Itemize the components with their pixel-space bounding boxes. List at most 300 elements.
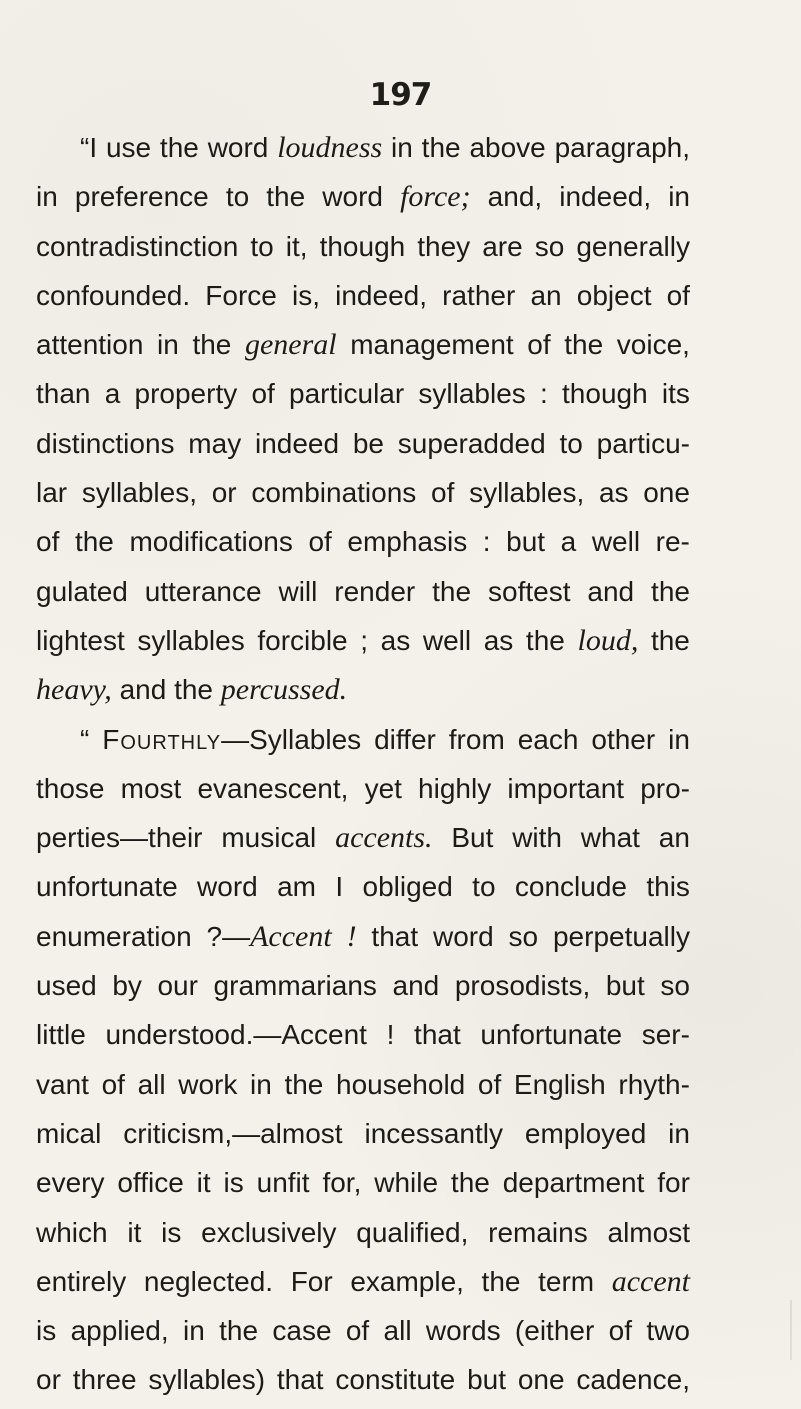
text-line (36, 419, 690, 468)
text-run: so (534, 230, 565, 262)
text-run: important (507, 772, 625, 804)
text-run: may (188, 427, 242, 459)
text-run: case (272, 1315, 332, 1347)
word (161, 1208, 181, 1257)
text-run: they (417, 230, 471, 262)
word (71, 1306, 169, 1355)
word (36, 271, 190, 320)
text-run: the (266, 181, 306, 213)
text-run: word (197, 871, 258, 903)
text-run: neglected. (143, 1265, 274, 1297)
text-run: entirely (36, 1265, 127, 1297)
text-run: the (481, 1265, 521, 1297)
text-run: generally (576, 230, 690, 262)
text-run: ser- (641, 1019, 690, 1051)
word (121, 764, 182, 813)
word (442, 271, 515, 320)
word (363, 862, 453, 911)
text-run: it (127, 1216, 142, 1248)
word (251, 369, 274, 418)
word (612, 1257, 690, 1306)
word (518, 715, 579, 764)
text-run: it, (285, 230, 308, 262)
text-run: utterance (144, 575, 262, 607)
word (423, 616, 471, 665)
text-run: is (223, 1167, 244, 1199)
text-run: the (192, 329, 232, 361)
body-text (36, 123, 690, 1405)
text-run: conclude (514, 871, 627, 903)
word (507, 764, 624, 813)
text-run: combinations (251, 477, 417, 509)
text-run: than (36, 378, 91, 410)
text-run: to (225, 181, 250, 213)
text-run: ! (346, 919, 357, 953)
text-run: management (350, 329, 514, 361)
text-run: of (308, 526, 332, 558)
word (335, 813, 432, 862)
text-run: the (651, 575, 690, 607)
text-run: that (276, 1364, 324, 1396)
word (75, 517, 114, 566)
word (286, 222, 308, 271)
word (135, 369, 238, 418)
text-run: obliged (362, 871, 453, 903)
word (36, 468, 67, 517)
word (432, 567, 471, 616)
word (36, 1060, 89, 1109)
text-run: cadence, (576, 1364, 690, 1396)
text-run: But (451, 822, 494, 854)
word (144, 1257, 273, 1306)
text-run: an (658, 822, 690, 854)
word (478, 1060, 501, 1109)
text-run: applied, (70, 1315, 169, 1347)
text-run: Fourthly (102, 723, 222, 755)
word (183, 1306, 205, 1355)
word (469, 468, 584, 517)
text-run: in (182, 1315, 205, 1347)
text-run: are (482, 230, 523, 262)
word (350, 1257, 464, 1306)
word (36, 172, 58, 221)
word (374, 1158, 438, 1207)
word (205, 271, 277, 320)
word (538, 1257, 594, 1306)
word (646, 1306, 690, 1355)
text-run: in (668, 1117, 690, 1149)
text-run: words (425, 1315, 501, 1347)
text-run: confounded. (36, 279, 191, 311)
text-run: example, (350, 1265, 464, 1297)
text-run: indeed, (335, 279, 428, 311)
text-run: (either (514, 1315, 595, 1347)
page-number: 197 (369, 77, 432, 113)
word (449, 715, 505, 764)
text-run: syllables) (148, 1364, 266, 1396)
page-edge-shadow (790, 1300, 792, 1360)
text-run: those (36, 772, 105, 804)
word (308, 517, 331, 566)
text-run: most (120, 772, 182, 804)
text-line (36, 764, 690, 813)
text-run: superadded (397, 427, 546, 459)
text-run: highly (418, 772, 492, 804)
text-run: loudness (277, 131, 383, 164)
word (576, 1355, 690, 1404)
text-run: the (564, 329, 604, 361)
text-run: loud, (577, 623, 639, 657)
word (540, 369, 548, 418)
text-run: will (278, 575, 318, 607)
word (581, 813, 640, 862)
word (105, 369, 121, 418)
word (606, 961, 645, 1010)
text-run: syllables (137, 624, 245, 656)
text-run: general (244, 328, 337, 362)
text-run: unfortunate (480, 1019, 623, 1051)
word (577, 616, 638, 665)
word (668, 1109, 690, 1158)
word (106, 123, 151, 172)
text-run: perpetually (552, 920, 690, 952)
text-run: forcible (257, 624, 348, 656)
text-run: as (380, 624, 411, 656)
text-run: accent (611, 1264, 690, 1298)
text-run: indeed (254, 427, 340, 459)
text-run: in (391, 132, 413, 163)
text-run: ! (386, 1019, 395, 1051)
word (591, 715, 655, 764)
word (192, 320, 231, 369)
word (138, 1060, 166, 1109)
text-run: is, (292, 279, 320, 311)
word (553, 912, 690, 961)
word (608, 1208, 690, 1257)
word (562, 369, 648, 418)
text-run: accents. (335, 821, 433, 855)
word (36, 369, 91, 418)
word (656, 517, 690, 566)
word (365, 764, 402, 813)
text-run: the (432, 575, 472, 607)
text-run: perties—their (36, 822, 203, 854)
word (250, 1060, 272, 1109)
text-run: the (284, 1068, 324, 1100)
word (564, 320, 603, 369)
text-run: “ (80, 723, 90, 755)
text-line (36, 1158, 690, 1207)
text-run: of (477, 1068, 502, 1100)
word (350, 320, 513, 369)
word (398, 419, 546, 468)
text-line (36, 1306, 690, 1355)
text-run: grammarians (213, 970, 377, 1002)
text-run: voice, (616, 329, 690, 361)
word (587, 567, 634, 616)
word (291, 1257, 333, 1306)
text-run: of (101, 1068, 125, 1100)
text-run: all (137, 1068, 166, 1100)
text-run: or (36, 1364, 61, 1396)
word (255, 419, 339, 468)
word (592, 517, 640, 566)
text-run: of (431, 477, 455, 509)
word (422, 123, 461, 172)
text-run: from (448, 723, 505, 755)
word (353, 419, 384, 468)
text-run: to (250, 230, 274, 262)
text-run: well (422, 624, 472, 656)
text-run: for (657, 1167, 690, 1199)
text-run: rather (442, 279, 516, 311)
text-run: with (512, 822, 562, 854)
text-run: prosodists, (454, 970, 591, 1002)
text-run: I (335, 871, 344, 903)
text-run: three (72, 1364, 137, 1396)
text-run: constitute (335, 1364, 456, 1396)
text-run: the (421, 132, 461, 163)
text-line (36, 271, 690, 320)
word (197, 862, 258, 911)
text-run: attention (36, 329, 144, 361)
word (618, 1060, 690, 1109)
word (417, 222, 470, 271)
text-run: ?— (206, 920, 251, 952)
word (657, 1158, 690, 1207)
word (214, 961, 377, 1010)
word (36, 517, 59, 566)
text-run: is (36, 1315, 57, 1347)
word (284, 1060, 323, 1109)
word (488, 567, 570, 616)
word (137, 616, 244, 665)
word (221, 813, 316, 862)
text-run: vant (36, 1068, 89, 1100)
text-line (36, 961, 690, 1010)
text-run: term (538, 1265, 595, 1297)
text-run: lar (36, 477, 68, 509)
word (488, 172, 543, 221)
word (251, 468, 416, 517)
word (277, 1355, 324, 1404)
text-run: each (517, 723, 579, 755)
text-line (36, 1109, 690, 1158)
text-run: understood.—Accent (105, 1019, 367, 1051)
text-run: the (219, 1315, 259, 1347)
text-line (36, 1010, 690, 1059)
word (36, 419, 175, 468)
text-run: modifications (129, 526, 293, 558)
text-line (36, 665, 690, 714)
word (36, 961, 97, 1010)
text-run: its (661, 378, 690, 410)
word (488, 1208, 588, 1257)
word (36, 1355, 61, 1404)
word (668, 715, 690, 764)
text-run: an (530, 279, 562, 311)
text-run: of (36, 526, 60, 558)
word (576, 222, 690, 271)
text-run: office (117, 1167, 184, 1199)
word (129, 517, 292, 566)
word (226, 172, 249, 221)
word (418, 369, 525, 418)
word (335, 862, 343, 911)
text-run: is (161, 1216, 182, 1248)
word (640, 764, 690, 813)
word (530, 271, 561, 320)
word (662, 369, 690, 418)
text-run: Force (205, 279, 277, 311)
word (266, 172, 305, 221)
word (112, 961, 142, 1010)
word (346, 1306, 369, 1355)
text-run: which (36, 1216, 108, 1248)
word (289, 369, 404, 418)
word (559, 419, 582, 468)
text-run: percussed. (220, 673, 348, 707)
word (145, 567, 262, 616)
text-run: particu- (596, 427, 690, 459)
word (387, 1010, 395, 1059)
word (36, 320, 143, 369)
text-line (36, 1208, 690, 1257)
word (418, 764, 491, 813)
word (277, 123, 382, 172)
word (188, 419, 241, 468)
text-run: of (345, 1315, 370, 1347)
word (322, 1158, 361, 1207)
text-run: am (277, 871, 316, 903)
text-run: that (371, 920, 419, 952)
word (503, 1158, 645, 1207)
text-run: this (646, 871, 690, 903)
word (219, 1306, 258, 1355)
text-run: a (560, 526, 577, 558)
text-run: remains (488, 1216, 588, 1248)
word (660, 961, 690, 1010)
text-line (36, 172, 690, 221)
word (525, 1109, 646, 1158)
text-run: in (668, 181, 690, 213)
text-run: above (469, 132, 546, 163)
text-run: “I (80, 132, 98, 163)
word (36, 813, 203, 862)
text-run: distinctions (36, 427, 175, 459)
word (667, 271, 690, 320)
word (506, 517, 545, 566)
word (515, 862, 627, 911)
word (73, 1355, 137, 1404)
word (469, 123, 545, 172)
text-run: exclusively (201, 1216, 337, 1248)
word (668, 172, 690, 221)
word (36, 1257, 126, 1306)
text-run: in (250, 1068, 272, 1100)
word (322, 172, 383, 221)
word (36, 616, 125, 665)
text-run: and the (111, 674, 221, 706)
word (646, 862, 690, 911)
text-run: word (207, 132, 269, 163)
text-run: and (392, 970, 440, 1002)
word (36, 862, 178, 911)
word (371, 912, 418, 961)
text-run: but (506, 526, 546, 558)
word (597, 419, 690, 468)
text-line (36, 1257, 690, 1306)
word (482, 1257, 521, 1306)
text-run: gulated (36, 575, 128, 607)
word (659, 813, 690, 862)
text-run: object (576, 279, 652, 311)
text-run: particular (289, 378, 405, 410)
text-run: to (559, 427, 583, 459)
text-run: employed (524, 1117, 647, 1149)
word (509, 912, 539, 961)
word (451, 813, 493, 862)
text-run: in (157, 329, 179, 361)
word (514, 1060, 606, 1109)
text-run: : (540, 378, 548, 410)
text-run: though (319, 230, 406, 262)
word (518, 1355, 565, 1404)
word (224, 1158, 244, 1207)
text-run: : (482, 526, 491, 558)
text-run: unfit (256, 1167, 310, 1199)
text-run: contradistinction (36, 230, 239, 262)
text-run: every (36, 1167, 105, 1199)
word (36, 764, 105, 813)
word (483, 517, 491, 566)
text-run: heavy, (36, 673, 112, 707)
word (123, 1109, 342, 1158)
text-run: syllables, (81, 477, 197, 509)
text-run: be (352, 427, 385, 459)
word (360, 616, 368, 665)
word (555, 123, 690, 172)
word (75, 172, 209, 221)
text-line (36, 1355, 690, 1404)
text-run: unfortunate (36, 871, 178, 903)
text-line (36, 813, 690, 862)
text-run: in (36, 181, 58, 213)
text-run: that (414, 1019, 461, 1051)
text-run: syllables (418, 378, 526, 410)
text-line (36, 715, 690, 764)
text-line (36, 862, 690, 911)
word (80, 715, 89, 764)
word (245, 320, 337, 369)
text-line (36, 567, 690, 616)
text-run: what (580, 822, 640, 854)
word (117, 1158, 183, 1207)
word (201, 1208, 336, 1257)
text-run: incessantly (364, 1117, 503, 1149)
text-run: paragraph, (554, 132, 690, 163)
text-run: and (587, 575, 635, 607)
text-run: word (432, 920, 494, 952)
text-run: by (112, 970, 142, 1002)
word (127, 1208, 141, 1257)
word (393, 961, 440, 1010)
text-run: of (666, 279, 690, 311)
word (272, 1306, 331, 1355)
word (577, 271, 652, 320)
text-run: though (562, 378, 648, 410)
word (36, 1010, 86, 1059)
